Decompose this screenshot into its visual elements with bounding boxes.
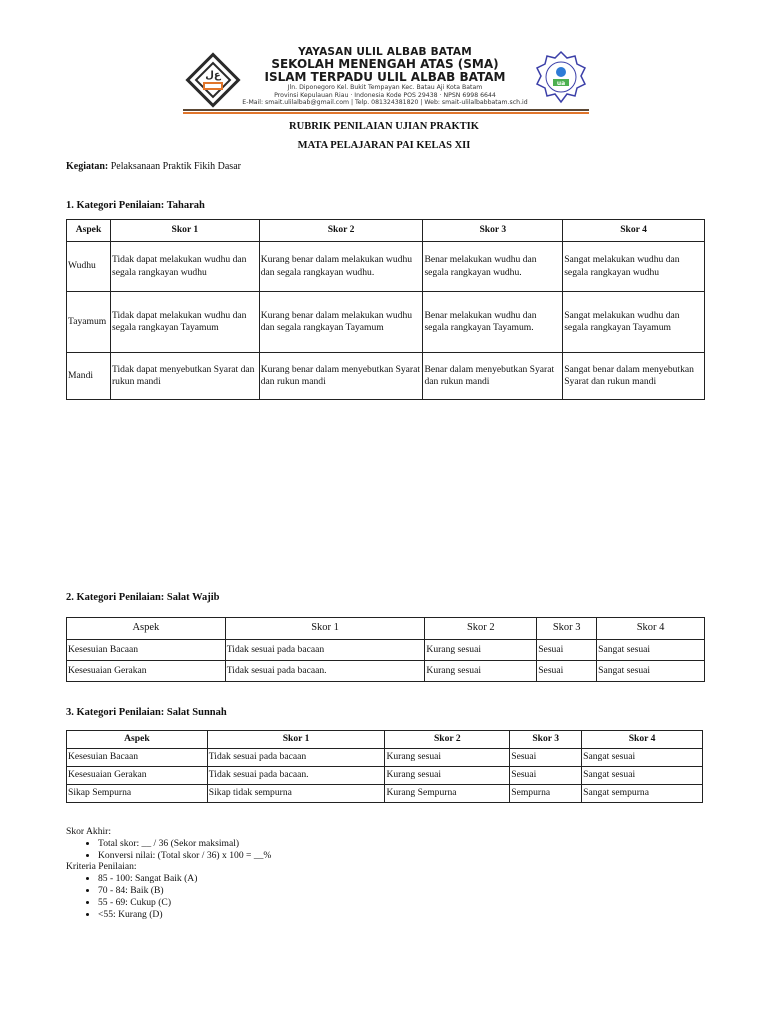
table-cell: Kurang Sempurna <box>385 785 510 803</box>
list-item: • 85 - 100: Sangat Baik (A) <box>98 873 271 885</box>
svg-text:ﻉﻝ: ﻉﻝ <box>205 70 221 81</box>
header-cell: Skor 3 <box>510 731 582 749</box>
table-row <box>67 767 703 785</box>
table-cell: Sangat sesuai <box>582 767 703 785</box>
table-cell: Sempurna <box>510 785 582 803</box>
ua-emblem-logo-icon <box>533 50 589 106</box>
table-cell: Sangat benar dalam menyebutkan Syarat dan rukun mandi <box>563 353 705 400</box>
address-line2: Provinsi Kepulauan Riau · Indonesia Kode POS 29438 · NPSN 6998 6644 <box>274 91 496 99</box>
kegiatan-label: Kegiatan: <box>66 161 109 172</box>
kriteria-label: Kriteria Penilaian: <box>66 861 137 873</box>
kegiatan-value: Pelaksanaan Praktik Fikih Dasar <box>110 161 241 172</box>
school-name-line2: ISLAM TERPADU ULIL ALBAB BATAM <box>264 70 506 84</box>
header-cell: Skor 3 <box>537 618 597 640</box>
letterhead <box>183 46 589 116</box>
section-heading-taharah: 1. Kategori Penilaian: Taharah <box>66 200 205 211</box>
table-cell: Sesuai <box>537 640 597 661</box>
table-header-row <box>67 618 705 640</box>
table-cell: Kurang benar dalam melakukan wudhu dan segala rangkayan wudhu. <box>259 242 423 292</box>
table-cell: Sesuai <box>510 767 582 785</box>
table-cell: Kurang sesuai <box>385 767 510 785</box>
letterhead-rule-dark <box>183 109 589 111</box>
table-cell: Tidak sesuai pada bacaan <box>225 640 425 661</box>
table-cell: Tayamum <box>67 292 111 353</box>
header-cell: Skor 3 <box>423 220 563 242</box>
table-cell: Tidak dapat melakukan wudhu dan segala rangkayan Tayamum <box>110 292 259 353</box>
header-cell: Skor 4 <box>597 618 705 640</box>
list-item: • 70 - 84: Baik (B) <box>98 885 271 897</box>
table-cell: Kesesuaian Gerakan <box>67 767 208 785</box>
table-cell: Sikap Sempurna <box>67 785 208 803</box>
table-cell: Sesuai <box>537 661 597 682</box>
table-cell: Sikap tidak sempurna <box>207 785 385 803</box>
header-cell: Skor 1 <box>110 220 259 242</box>
foundation-name: YAYASAN ULIL ALBAB BATAM <box>298 46 472 58</box>
school-calligraphy-logo-icon <box>185 52 241 108</box>
list-item: • <55: Kurang (D) <box>98 909 271 921</box>
header-cell: Aspek <box>67 731 208 749</box>
table-cell: Benar melakukan wudhu dan segala rangkayan Tayamum. <box>423 292 563 353</box>
table-cell: Benar melakukan wudhu dan segala rangkayan wudhu. <box>423 242 563 292</box>
table-cell: Tidak sesuai pada bacaan <box>207 749 385 767</box>
header-cell: Skor 2 <box>425 618 537 640</box>
document-subtitle: MATA PELAJARAN PAI KELAS XII <box>297 140 471 151</box>
table-cell: Mandi <box>67 353 111 400</box>
header-cell: Aspek <box>67 220 111 242</box>
table-cell: Wudhu <box>67 242 111 292</box>
table-cell: Sangat melakukan wudhu dan segala rangkayan wudhu <box>563 242 705 292</box>
table-cell: Tidak dapat melakukan wudhu dan segala rangkayan wudhu <box>110 242 259 292</box>
salat-wajib-table <box>66 617 705 682</box>
header-cell: Skor 4 <box>563 220 705 242</box>
skor-akhir-label: Skor Akhir: <box>66 826 112 837</box>
header-cell: Skor 2 <box>259 220 423 242</box>
table-row <box>67 242 705 292</box>
table-cell: Kesesuaian Gerakan <box>67 661 226 682</box>
header-cell: Skor 2 <box>385 731 510 749</box>
score-summary <box>66 826 271 920</box>
header-cell: Skor 1 <box>225 618 425 640</box>
header-cell: Skor 4 <box>582 731 703 749</box>
table-cell: Sangat melakukan wudhu dan segala rangkayan Tayamum <box>563 292 705 353</box>
list-item: • 55 - 69: Cukup (C) <box>98 897 271 909</box>
table-cell: Sangat sesuai <box>597 661 705 682</box>
header-cell: Skor 1 <box>207 731 385 749</box>
contact-line: E-Mail: smait.ulilalbab@gmail.com | Telp. 081324381820 | Web: smait-ulilalbabbatam.sch.id <box>242 99 528 107</box>
table-cell: Sangat sesuai <box>597 640 705 661</box>
table-row <box>67 292 705 353</box>
kriteria-list <box>66 873 271 920</box>
table-cell: Kurang sesuai <box>425 661 537 682</box>
table-cell: Kurang sesuai <box>425 640 537 661</box>
address-line1: Jln. Diponegoro Kel. Bukit Tempayan Kec. Batau Aji Kota Batam <box>287 84 483 91</box>
table-row <box>67 661 705 682</box>
table-cell: Kurang benar dalam melakukan wudhu dan segala rangkayan Tayamum <box>259 292 423 353</box>
section-heading-salat-wajib: 2. Kategori Penilaian: Salat Wajib <box>66 592 220 603</box>
table-cell: Sangat sesuai <box>582 749 703 767</box>
letterhead-rule-orange <box>183 112 589 114</box>
document-title: RUBRIK PENILAIAN UJIAN PRAKTIK <box>289 121 479 132</box>
salat-sunnah-table <box>66 730 703 803</box>
skor-list <box>66 838 271 862</box>
section-heading-salat-sunnah: 3. Kategori Penilaian: Salat Sunnah <box>66 707 227 718</box>
table-cell: Tidak dapat menyebutkan Syarat dan rukun mandi <box>110 353 259 400</box>
table-cell: Benar dalam menyebutkan Syarat dan rukun mandi <box>423 353 563 400</box>
table-row <box>67 640 705 661</box>
table-row <box>67 749 703 767</box>
list-item: • Total skor: __ / 36 (Sekor maksimal) <box>98 838 271 850</box>
table-cell: Kesesuian Bacaan <box>67 640 226 661</box>
table-row <box>67 785 703 803</box>
list-item: • Konversi nilai: (Total skor / 36) x 100 = __% <box>98 850 271 862</box>
table-cell: Tidak sesuai pada bacaan. <box>225 661 425 682</box>
table-cell: Kurang benar dalam menyebutkan Syarat dan rukun mandi <box>259 353 423 400</box>
table-cell: Tidak sesuai pada bacaan. <box>207 767 385 785</box>
table-cell: Sesuai <box>510 749 582 767</box>
table-cell: Kurang sesuai <box>385 749 510 767</box>
header-cell: Aspek <box>67 618 226 640</box>
table-cell: Kesesuian Bacaan <box>67 749 208 767</box>
table-cell: Sangat sempurna <box>582 785 703 803</box>
table-row <box>67 353 705 400</box>
school-name-line1: SEKOLAH MENENGAH ATAS (SMA) <box>271 57 499 71</box>
table-header-row <box>67 731 703 749</box>
taharah-table <box>66 219 705 400</box>
kegiatan-line <box>66 161 241 172</box>
letterhead-text <box>235 46 535 107</box>
svg-text:ua: ua <box>556 80 566 87</box>
table-header-row <box>67 220 705 242</box>
